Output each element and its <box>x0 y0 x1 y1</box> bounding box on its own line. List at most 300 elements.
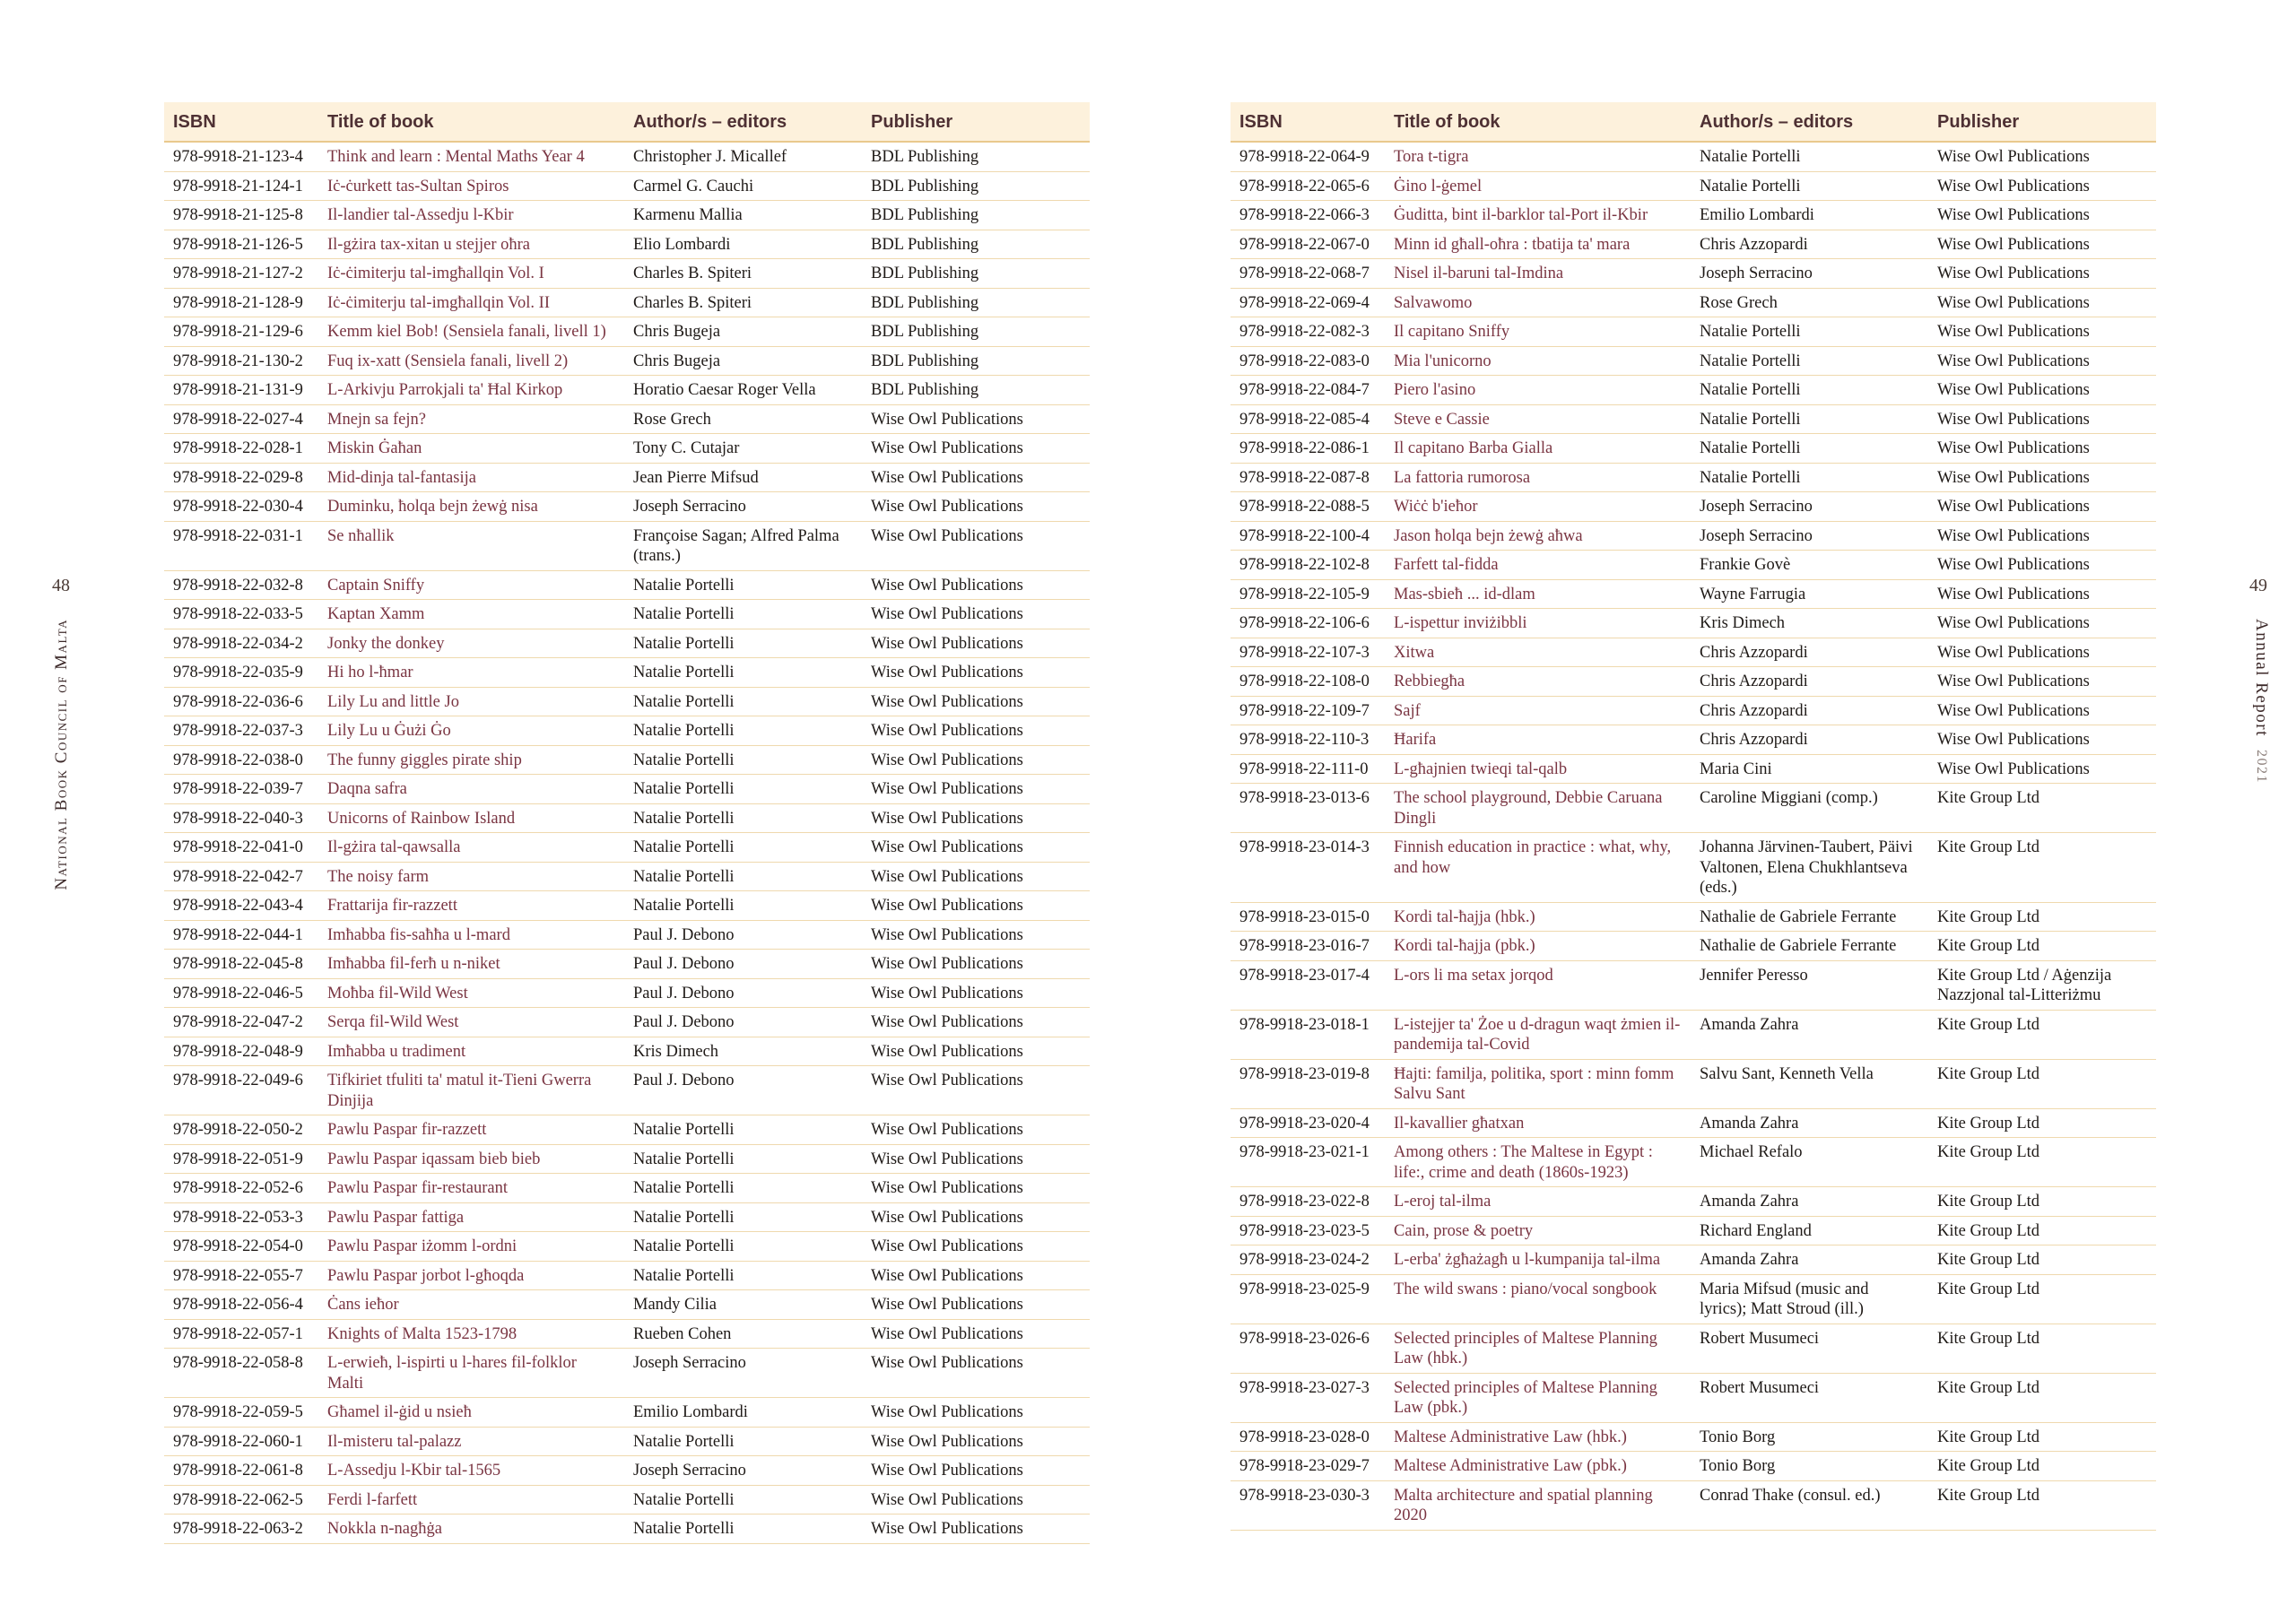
publisher-cell: Wise Owl Publications <box>862 1144 1090 1174</box>
authors-cell: Jean Pierre Mifsud <box>624 463 862 492</box>
publisher-cell: Wise Owl Publications <box>1928 638 2156 667</box>
title-cell: Hi ho l-ħmar <box>318 658 624 688</box>
isbn-cell: 978-9918-22-083-0 <box>1231 346 1385 376</box>
publisher-cell: Kite Group Ltd <box>1928 1245 2156 1275</box>
table-row <box>1231 1274 2156 1324</box>
title-cell: Ġino l-ġemel <box>1385 171 1691 201</box>
title-cell: Pawlu Paspar jorbot l-għoqda <box>318 1261 624 1290</box>
isbn-cell: 978-9918-23-018-1 <box>1231 1010 1385 1059</box>
authors-cell: Natalie Portelli <box>624 570 862 600</box>
authors-cell: Nathalie de Gabriele Ferrante <box>1691 902 1928 932</box>
authors-cell: Frankie Govè <box>1691 551 1928 580</box>
authors-cell: Natalie Portelli <box>624 600 862 629</box>
table-row <box>164 1515 1090 1544</box>
right-side-label-year: 2021 <box>2254 750 2269 785</box>
isbn-cell: 978-9918-22-038-0 <box>164 745 318 775</box>
title-cell: Among others : The Maltese in Egypt : life:, crime and death (1860s-1923) <box>1385 1138 1691 1187</box>
publisher-cell: Kite Group Ltd <box>1928 1187 2156 1217</box>
title-cell: Ħarifa <box>1385 725 1691 755</box>
isbn-cell: 978-9918-21-124-1 <box>164 171 318 201</box>
table-row <box>164 1427 1090 1456</box>
publisher-cell: Wise Owl Publications <box>862 658 1090 688</box>
table-row <box>1231 142 2156 171</box>
isbn-cell: 978-9918-22-035-9 <box>164 658 318 688</box>
publisher-cell: Wise Owl Publications <box>1928 259 2156 289</box>
publisher-cell: Kite Group Ltd <box>1928 833 2156 903</box>
table-row <box>164 775 1090 804</box>
authors-cell: Chris Azzopardi <box>1691 696 1928 725</box>
authors-cell: Natalie Portelli <box>1691 142 1928 171</box>
authors-cell: Natalie Portelli <box>1691 346 1928 376</box>
table-row <box>164 600 1090 629</box>
publisher-cell: Kite Group Ltd / Aġenzija Nazzjonal tal-Litteriżmu <box>1928 960 2156 1010</box>
isbn-cell: 978-9918-22-046-5 <box>164 978 318 1008</box>
publisher-cell: Wise Owl Publications <box>862 891 1090 921</box>
authors-cell: Chris Azzopardi <box>1691 230 1928 259</box>
publisher-cell: Wise Owl Publications <box>862 570 1090 600</box>
authors-cell: Joseph Serracino <box>1691 492 1928 522</box>
publisher-cell: Kite Group Ltd <box>1928 1138 2156 1187</box>
header-publisher: Publisher <box>1928 102 2156 142</box>
authors-cell: Salvu Sant, Kenneth Vella <box>1691 1059 1928 1108</box>
title-cell: Maltese Administrative Law (hbk.) <box>1385 1422 1691 1452</box>
publisher-cell: Wise Owl Publications <box>1928 609 2156 638</box>
publisher-cell: Kite Group Ltd <box>1928 1480 2156 1530</box>
publisher-cell: BDL Publishing <box>862 346 1090 376</box>
authors-cell: Carmel G. Cauchi <box>624 171 862 201</box>
table-header-row <box>1231 102 2156 142</box>
isbn-cell: 978-9918-22-036-6 <box>164 687 318 716</box>
title-cell: Imħabba u tradiment <box>318 1037 624 1066</box>
authors-cell: Natalie Portelli <box>624 1515 862 1544</box>
isbn-cell: 978-9918-22-047-2 <box>164 1008 318 1037</box>
publisher-cell: BDL Publishing <box>862 201 1090 230</box>
publisher-cell: Wise Owl Publications <box>1928 201 2156 230</box>
right-table-body <box>1231 142 2156 1530</box>
title-cell: Serqa fil-Wild West <box>318 1008 624 1037</box>
table-row <box>164 658 1090 688</box>
isbn-cell: 978-9918-21-126-5 <box>164 230 318 259</box>
isbn-cell: 978-9918-22-028-1 <box>164 434 318 464</box>
authors-cell: Tony C. Cutajar <box>624 434 862 464</box>
table-row <box>164 629 1090 658</box>
table-row <box>164 1349 1090 1398</box>
isbn-cell: 978-9918-22-040-3 <box>164 803 318 833</box>
publisher-cell: BDL Publishing <box>862 259 1090 289</box>
publisher-cell: Wise Owl Publications <box>862 629 1090 658</box>
title-cell: Il capitano Barba Gialla <box>1385 434 1691 464</box>
table-row <box>164 346 1090 376</box>
title-cell: Piero l'asino <box>1385 376 1691 405</box>
publisher-cell: Wise Owl Publications <box>862 434 1090 464</box>
isbn-cell: 978-9918-22-059-5 <box>164 1398 318 1428</box>
authors-cell: Horatio Caesar Roger Vella <box>624 376 862 405</box>
isbn-cell: 978-9918-22-039-7 <box>164 775 318 804</box>
table-row <box>1231 376 2156 405</box>
publisher-cell: Kite Group Ltd <box>1928 1422 2156 1452</box>
publisher-cell: Wise Owl Publications <box>862 1485 1090 1515</box>
publisher-cell: Kite Group Ltd <box>1928 1059 2156 1108</box>
authors-cell: Paul J. Debono <box>624 950 862 979</box>
publisher-cell: Kite Group Ltd <box>1928 1274 2156 1324</box>
authors-cell: Natalie Portelli <box>624 1202 862 1232</box>
title-cell: L-erwieħ, l-ispirti u l-hares fil-folklor Malti <box>318 1349 624 1398</box>
title-cell: L-għajnien twieqi tal-qalb <box>1385 754 1691 784</box>
table-row <box>1231 521 2156 551</box>
table-row <box>1231 579 2156 609</box>
publisher-cell: BDL Publishing <box>862 171 1090 201</box>
isbn-cell: 978-9918-22-084-7 <box>1231 376 1385 405</box>
isbn-cell: 978-9918-21-131-9 <box>164 376 318 405</box>
authors-cell: Chris Azzopardi <box>1691 638 1928 667</box>
title-cell: Jason ħolqa bejn żewġ aħwa <box>1385 521 1691 551</box>
table-row <box>1231 404 2156 434</box>
title-cell: Finnish education in practice : what, why, and how <box>1385 833 1691 903</box>
publisher-cell: Wise Owl Publications <box>862 404 1090 434</box>
title-cell: Ħajti: familja, politika, sport : minn fomm Salvu Sant <box>1385 1059 1691 1108</box>
table-row <box>1231 201 2156 230</box>
publisher-cell: Kite Group Ltd <box>1928 902 2156 932</box>
isbn-cell: 978-9918-23-015-0 <box>1231 902 1385 932</box>
table-row <box>164 891 1090 921</box>
publisher-cell: Wise Owl Publications <box>862 803 1090 833</box>
isbn-cell: 978-9918-22-045-8 <box>164 950 318 979</box>
isbn-cell: 978-9918-22-058-8 <box>164 1349 318 1398</box>
title-cell: Moħba fil-Wild West <box>318 978 624 1008</box>
isbn-cell: 978-9918-22-086-1 <box>1231 434 1385 464</box>
publisher-cell: Wise Owl Publications <box>1928 404 2156 434</box>
publisher-cell: BDL Publishing <box>862 317 1090 347</box>
authors-cell: Natalie Portelli <box>1691 376 1928 405</box>
authors-cell: Emilio Lombardi <box>1691 201 1928 230</box>
table-row <box>1231 833 2156 903</box>
title-cell: L-eroj tal-ilma <box>1385 1187 1691 1217</box>
authors-cell: Kris Dimech <box>624 1037 862 1066</box>
authors-cell: Joseph Serracino <box>624 1456 862 1486</box>
table-row <box>164 920 1090 950</box>
publisher-cell: Wise Owl Publications <box>862 521 1090 570</box>
title-cell: L-Arkivju Parrokjali ta' Ħal Kirkop <box>318 376 624 405</box>
authors-cell: Paul J. Debono <box>624 1066 862 1115</box>
publisher-cell: Wise Owl Publications <box>862 775 1090 804</box>
authors-cell: Charles B. Spiteri <box>624 288 862 317</box>
table-row <box>164 1008 1090 1037</box>
authors-cell: Natalie Portelli <box>624 1485 862 1515</box>
isbn-cell: 978-9918-22-110-3 <box>1231 725 1385 755</box>
table-header-row <box>164 102 1090 142</box>
table-row <box>1231 1216 2156 1245</box>
authors-cell: Rose Grech <box>624 404 862 434</box>
authors-cell: Mandy Cilia <box>624 1290 862 1320</box>
authors-cell: Johanna Järvinen-Taubert, Päivi Valtonen, Elena Chukhlantseva (eds.) <box>1691 833 1928 903</box>
publisher-cell: Wise Owl Publications <box>862 745 1090 775</box>
isbn-cell: 978-9918-22-106-6 <box>1231 609 1385 638</box>
authors-cell: Nathalie de Gabriele Ferrante <box>1691 932 1928 961</box>
isbn-cell: 978-9918-23-013-6 <box>1231 784 1385 833</box>
publisher-cell: Kite Group Ltd <box>1928 1010 2156 1059</box>
authors-cell: Elio Lombardi <box>624 230 862 259</box>
publisher-cell: Kite Group Ltd <box>1928 1324 2156 1373</box>
authors-cell: Amanda Zahra <box>1691 1108 1928 1138</box>
isbn-cell: 978-9918-22-032-8 <box>164 570 318 600</box>
publisher-cell: Wise Owl Publications <box>862 463 1090 492</box>
title-cell: Se nħallik <box>318 521 624 570</box>
publisher-cell: Wise Owl Publications <box>862 1290 1090 1320</box>
table-row <box>1231 1187 2156 1217</box>
header-isbn: ISBN <box>1231 102 1385 142</box>
authors-cell: Wayne Farrugia <box>1691 579 1928 609</box>
title-cell: Captain Sniffy <box>318 570 624 600</box>
title-cell: Il-gżira tax-xitan u stejjer oħra <box>318 230 624 259</box>
isbn-cell: 978-9918-22-037-3 <box>164 716 318 746</box>
isbn-cell: 978-9918-22-052-6 <box>164 1174 318 1203</box>
isbn-cell: 978-9918-22-054-0 <box>164 1232 318 1262</box>
authors-cell: Chris Bugeja <box>624 317 862 347</box>
table-row <box>164 803 1090 833</box>
authors-cell: Rueben Cohen <box>624 1319 862 1349</box>
table-row <box>164 521 1090 570</box>
table-row <box>164 317 1090 347</box>
publisher-cell: Wise Owl Publications <box>862 600 1090 629</box>
publisher-cell: Wise Owl Publications <box>862 1456 1090 1486</box>
publisher-cell: Wise Owl Publications <box>862 862 1090 891</box>
title-cell: The wild swans : piano/vocal songbook <box>1385 1274 1691 1324</box>
table-row <box>164 950 1090 979</box>
title-cell: Mas-sbieħ ... id-dlam <box>1385 579 1691 609</box>
title-cell: Lily Lu and little Jo <box>318 687 624 716</box>
authors-cell: Jennifer Peresso <box>1691 960 1928 1010</box>
publisher-cell: Kite Group Ltd <box>1928 1108 2156 1138</box>
table-row <box>164 259 1090 289</box>
isbn-cell: 978-9918-21-128-9 <box>164 288 318 317</box>
publisher-cell: Wise Owl Publications <box>862 1115 1090 1145</box>
table-row <box>164 201 1090 230</box>
isbn-cell: 978-9918-22-048-9 <box>164 1037 318 1066</box>
publisher-cell: Wise Owl Publications <box>1928 667 2156 697</box>
authors-cell: Amanda Zahra <box>1691 1010 1928 1059</box>
authors-cell: Natalie Portelli <box>1691 317 1928 347</box>
isbn-cell: 978-9918-23-022-8 <box>1231 1187 1385 1217</box>
table-row <box>164 1485 1090 1515</box>
left-isbn-table <box>164 102 1090 1544</box>
table-row <box>1231 960 2156 1010</box>
publisher-cell: Wise Owl Publications <box>1928 230 2156 259</box>
title-cell: Il-gżira tal-qawsalla <box>318 833 624 863</box>
table-row <box>1231 725 2156 755</box>
table-row <box>1231 754 2156 784</box>
title-cell: Daqna safra <box>318 775 624 804</box>
isbn-cell: 978-9918-22-034-2 <box>164 629 318 658</box>
table-row <box>1231 638 2156 667</box>
publisher-cell: Wise Owl Publications <box>862 1232 1090 1262</box>
title-cell: Pawlu Paspar iżomm l-ordni <box>318 1232 624 1262</box>
table-row <box>164 1202 1090 1232</box>
title-cell: Salvawomo <box>1385 288 1691 317</box>
authors-cell: Natalie Portelli <box>624 833 862 863</box>
table-row <box>164 1144 1090 1174</box>
header-authors: Author/s – editors <box>624 102 862 142</box>
isbn-cell: 978-9918-22-068-7 <box>1231 259 1385 289</box>
header-title: Title of book <box>318 102 624 142</box>
isbn-cell: 978-9918-23-030-3 <box>1231 1480 1385 1530</box>
authors-cell: Michael Refalo <box>1691 1138 1928 1187</box>
authors-cell: Amanda Zahra <box>1691 1187 1928 1217</box>
publisher-cell: Wise Owl Publications <box>862 1319 1090 1349</box>
table-row <box>164 288 1090 317</box>
isbn-cell: 978-9918-22-062-5 <box>164 1485 318 1515</box>
authors-cell: Robert Musumeci <box>1691 1324 1928 1373</box>
table-row <box>1231 1010 2156 1059</box>
publisher-cell: Kite Group Ltd <box>1928 1216 2156 1245</box>
isbn-cell: 978-9918-23-024-2 <box>1231 1245 1385 1275</box>
publisher-cell: Wise Owl Publications <box>862 833 1090 863</box>
isbn-cell: 978-9918-22-050-2 <box>164 1115 318 1145</box>
authors-cell: Natalie Portelli <box>1691 434 1928 464</box>
right-page-number: 49 <box>2249 576 2267 595</box>
header-title: Title of book <box>1385 102 1691 142</box>
title-cell: Rebbiegħa <box>1385 667 1691 697</box>
publisher-cell: Kite Group Ltd <box>1928 932 2156 961</box>
title-cell: L-ors li ma setax jorqod <box>1385 960 1691 1010</box>
isbn-cell: 978-9918-22-057-1 <box>164 1319 318 1349</box>
title-cell: Imħabba fil-ferħ u n-niket <box>318 950 624 979</box>
isbn-cell: 978-9918-22-060-1 <box>164 1427 318 1456</box>
authors-cell: Joseph Serracino <box>624 492 862 522</box>
authors-cell: Robert Musumeci <box>1691 1373 1928 1422</box>
header-isbn: ISBN <box>164 102 318 142</box>
table-row <box>164 1319 1090 1349</box>
isbn-cell: 978-9918-22-029-8 <box>164 463 318 492</box>
authors-cell: Christopher J. Micallef <box>624 142 862 171</box>
table-row <box>1231 259 2156 289</box>
title-cell: Duminku, ħolqa bejn żewġ nisa <box>318 492 624 522</box>
authors-cell: Joseph Serracino <box>624 1349 862 1398</box>
table-row <box>1231 1324 2156 1373</box>
isbn-cell: 978-9918-22-042-7 <box>164 862 318 891</box>
title-cell: Jonky the donkey <box>318 629 624 658</box>
authors-cell: Caroline Miggiani (comp.) <box>1691 784 1928 833</box>
table-row <box>164 862 1090 891</box>
isbn-cell: 978-9918-22-063-2 <box>164 1515 318 1544</box>
authors-cell: Natalie Portelli <box>624 1232 862 1262</box>
authors-cell: Chris Azzopardi <box>1691 667 1928 697</box>
title-cell: Xitwa <box>1385 638 1691 667</box>
title-cell: Miskin Ġaħan <box>318 434 624 464</box>
table-row <box>1231 1108 2156 1138</box>
authors-cell: Natalie Portelli <box>624 862 862 891</box>
table-row <box>1231 492 2156 522</box>
title-cell: Frattarija fir-razzett <box>318 891 624 921</box>
publisher-cell: Wise Owl Publications <box>862 950 1090 979</box>
isbn-cell: 978-9918-22-031-1 <box>164 521 318 570</box>
authors-cell: Karmenu Mallia <box>624 201 862 230</box>
table-row <box>1231 551 2156 580</box>
authors-cell: Kris Dimech <box>1691 609 1928 638</box>
title-cell: Għamel il-ġid u nsieħ <box>318 1398 624 1428</box>
isbn-cell: 978-9918-22-043-4 <box>164 891 318 921</box>
publisher-cell: Wise Owl Publications <box>862 1202 1090 1232</box>
table-row <box>1231 696 2156 725</box>
table-row <box>164 716 1090 746</box>
isbn-cell: 978-9918-23-021-1 <box>1231 1138 1385 1187</box>
table-row <box>164 1066 1090 1115</box>
publisher-cell: BDL Publishing <box>862 288 1090 317</box>
title-cell: The noisy farm <box>318 862 624 891</box>
authors-cell: Natalie Portelli <box>624 1115 862 1145</box>
publisher-cell: Kite Group Ltd <box>1928 1373 2156 1422</box>
isbn-cell: 978-9918-22-055-7 <box>164 1261 318 1290</box>
authors-cell: Joseph Serracino <box>1691 521 1928 551</box>
isbn-cell: 978-9918-22-088-5 <box>1231 492 1385 522</box>
title-cell: Imħabba fis-saħħa u l-mard <box>318 920 624 950</box>
title-cell: Selected principles of Maltese Planning Law (hbk.) <box>1385 1324 1691 1373</box>
title-cell: Tifkiriet tfuliti ta' matul it-Tieni Gwerra Dinjija <box>318 1066 624 1115</box>
title-cell: Pawlu Paspar fattiga <box>318 1202 624 1232</box>
isbn-cell: 978-9918-22-109-7 <box>1231 696 1385 725</box>
authors-cell: Natalie Portelli <box>624 803 862 833</box>
authors-cell: Natalie Portelli <box>624 716 862 746</box>
publisher-cell: Wise Owl Publications <box>1928 376 2156 405</box>
title-cell: Pawlu Paspar iqassam bieb bieb <box>318 1144 624 1174</box>
authors-cell: Natalie Portelli <box>624 1427 862 1456</box>
table-row <box>1231 317 2156 347</box>
title-cell: Il-misteru tal-palazz <box>318 1427 624 1456</box>
authors-cell: Paul J. Debono <box>624 978 862 1008</box>
table-row <box>164 1037 1090 1066</box>
table-row <box>1231 609 2156 638</box>
authors-cell: Tonio Borg <box>1691 1452 1928 1481</box>
authors-cell: Paul J. Debono <box>624 1008 862 1037</box>
isbn-cell: 978-9918-21-130-2 <box>164 346 318 376</box>
title-cell: Il-landier tal-Assedju l-Kbir <box>318 201 624 230</box>
authors-cell: Charles B. Spiteri <box>624 259 862 289</box>
table-row <box>1231 932 2156 961</box>
isbn-cell: 978-9918-23-029-7 <box>1231 1452 1385 1481</box>
title-cell: L-erba' żgħażagħ u l-kumpanija tal-ilma <box>1385 1245 1691 1275</box>
authors-cell: Amanda Zahra <box>1691 1245 1928 1275</box>
table-row <box>164 434 1090 464</box>
title-cell: Ċans ieħor <box>318 1290 624 1320</box>
authors-cell: Richard England <box>1691 1216 1928 1245</box>
authors-cell: Natalie Portelli <box>624 745 862 775</box>
isbn-cell: 978-9918-22-082-3 <box>1231 317 1385 347</box>
title-cell: L-Assedju l-Kbir tal-1565 <box>318 1456 624 1486</box>
title-cell: Wiċċ b'ieħor <box>1385 492 1691 522</box>
publisher-cell: Wise Owl Publications <box>1928 171 2156 201</box>
isbn-cell: 978-9918-22-107-3 <box>1231 638 1385 667</box>
publisher-cell: Wise Owl Publications <box>862 687 1090 716</box>
isbn-cell: 978-9918-21-127-2 <box>164 259 318 289</box>
title-cell: Maltese Administrative Law (pbk.) <box>1385 1452 1691 1481</box>
isbn-cell: 978-9918-23-014-3 <box>1231 833 1385 903</box>
isbn-cell: 978-9918-22-087-8 <box>1231 463 1385 492</box>
title-cell: Iċ-ċurkett tas-Sultan Spiros <box>318 171 624 201</box>
authors-cell: Rose Grech <box>1691 288 1928 317</box>
publisher-cell: Wise Owl Publications <box>862 1174 1090 1203</box>
publisher-cell: Kite Group Ltd <box>1928 784 2156 833</box>
publisher-cell: Wise Owl Publications <box>1928 696 2156 725</box>
right-side-label-text: Annual Report <box>2252 619 2271 737</box>
table-row <box>164 142 1090 171</box>
authors-cell: Françoise Sagan; Alfred Palma (trans.) <box>624 521 862 570</box>
isbn-cell: 978-9918-23-016-7 <box>1231 932 1385 961</box>
isbn-cell: 978-9918-22-033-5 <box>164 600 318 629</box>
table-row <box>1231 346 2156 376</box>
authors-cell: Natalie Portelli <box>1691 404 1928 434</box>
isbn-cell: 978-9918-23-025-9 <box>1231 1274 1385 1324</box>
isbn-cell: 978-9918-22-100-4 <box>1231 521 1385 551</box>
table-row <box>164 745 1090 775</box>
